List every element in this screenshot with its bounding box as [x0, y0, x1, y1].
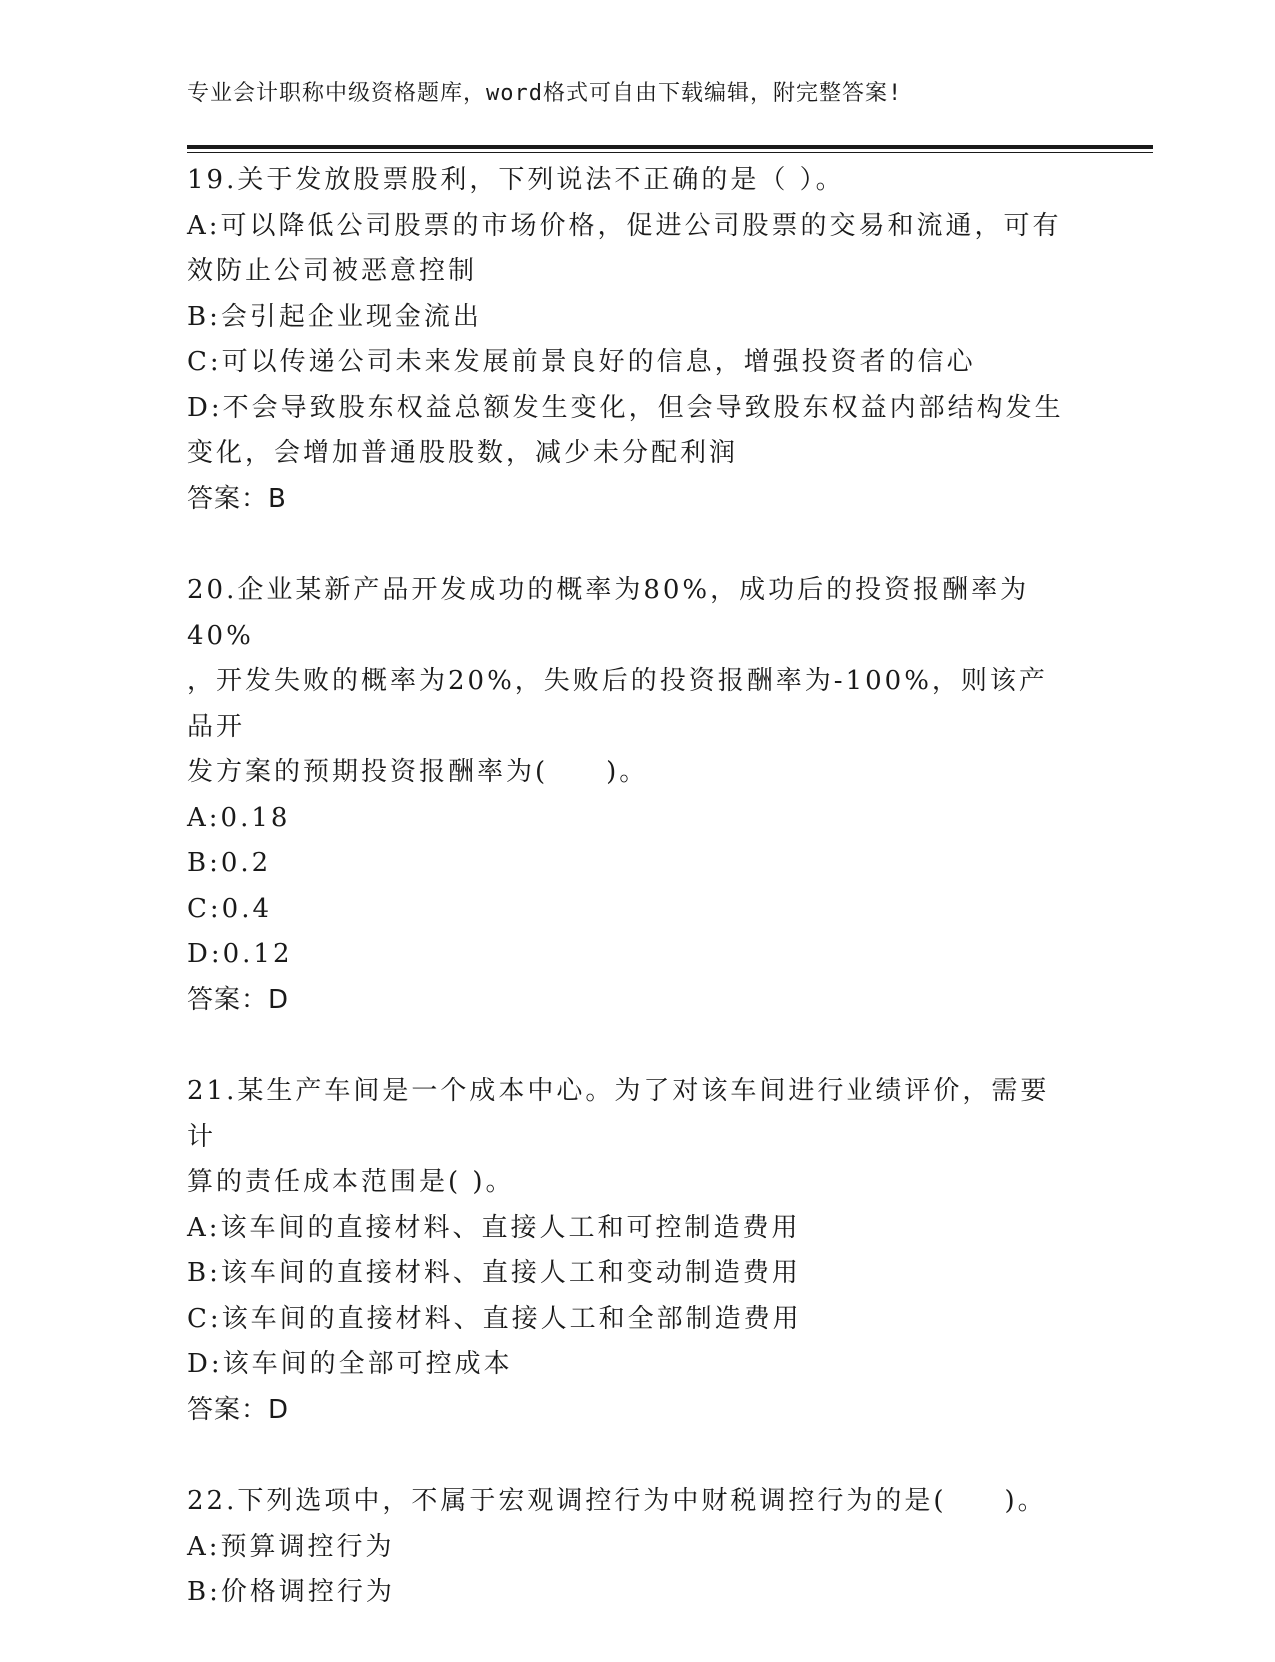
option-a: A:预算调控行为 — [187, 1531, 395, 1562]
question-stem: 21.某生产车间是一个成本中心。为了对该车间进行业绩评价，需要计 — [187, 1076, 1050, 1152]
question-stem: 20.企业某新产品开发成功的概率为80%，成功后的投资报酬率为40% — [187, 575, 1030, 651]
option-d: D:不会导致股东权益总额发生变化，但会导致股东权益内部结构发生 — [187, 392, 1064, 423]
option-d-continued: 变化，会增加普通股股数，减少未分配利润 — [187, 438, 739, 468]
option-a: A:可以降低公司股票的市场价格，促进公司股票的交易和流通，可有 — [187, 210, 1062, 241]
option-a: A:0.18 — [187, 802, 291, 833]
page-header: 专业会计职称中级资格题库，word格式可自由下载编辑，附完整答案! — [187, 81, 903, 106]
option-d: D:0.12 — [187, 939, 293, 969]
answer: 答案：D — [187, 984, 290, 1015]
option-c: C:可以传递公司未来发展前景良好的信息，增强投资者的信心 — [187, 347, 976, 377]
option-c: C:该车间的直接材料、直接人工和全部制造费用 — [187, 1303, 802, 1334]
question-20 — [187, 568, 1067, 1023]
question-stem-continued: 算的责任成本范围是( )。 — [187, 1167, 515, 1197]
option-b: B:该车间的直接材料、直接人工和变动制造费用 — [187, 1258, 801, 1288]
answer: 答案：B — [187, 483, 287, 514]
question-stem: 19.关于发放股票股利，下列说法不正确的是（ ）。 — [187, 165, 845, 195]
answer: 答案：D — [187, 1394, 290, 1425]
question-21 — [187, 1069, 1067, 1433]
question-19 — [187, 158, 1067, 522]
option-c: C:0.4 — [187, 893, 273, 924]
header-rule-thin — [187, 152, 1153, 153]
header-rule-thick — [187, 145, 1153, 149]
option-b: B:会引起企业现金流出 — [187, 301, 482, 332]
question-22 — [187, 1479, 1067, 1616]
question-stem-continued: ，开发失败的概率为20%，失败后的投资报酬率为-100%，则该产品开 — [187, 666, 1048, 742]
option-a-continued: 效防止公司被恶意控制 — [187, 256, 478, 286]
option-b: B:0.2 — [187, 848, 272, 878]
question-stem-continued: 发方案的预期投资报酬率为( )。 — [187, 757, 649, 787]
question-stem: 22.下列选项中，不属于宏观调控行为中财税调控行为的是( )。 — [187, 1486, 1047, 1516]
option-d: D:该车间的全部可控成本 — [187, 1349, 513, 1379]
option-a: A:该车间的直接材料、直接人工和可控制造费用 — [187, 1212, 801, 1243]
question-list — [187, 158, 1067, 1662]
option-b: B:价格调控行为 — [187, 1577, 395, 1607]
